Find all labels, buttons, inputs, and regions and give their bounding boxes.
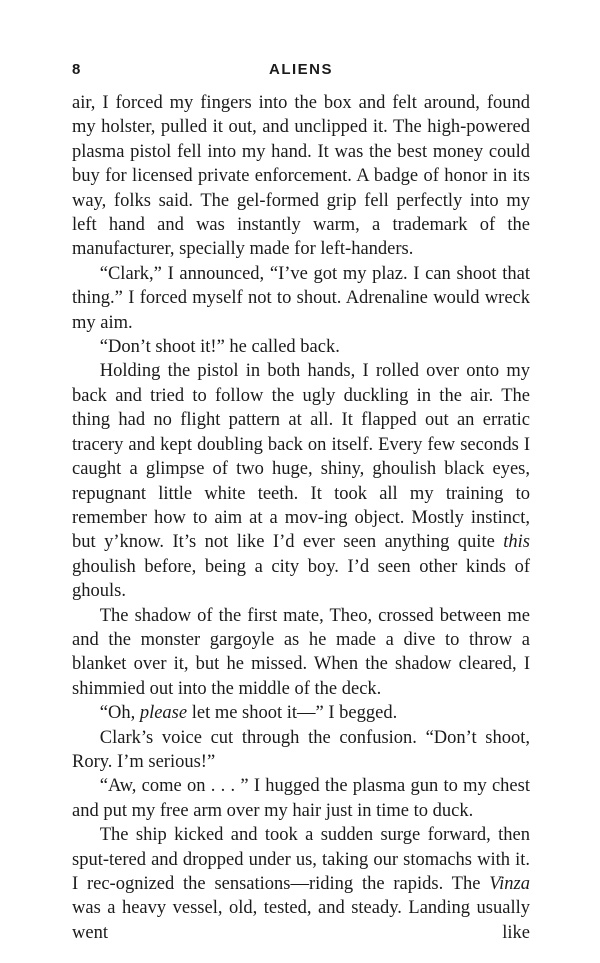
paragraph-text: The shadow of the first mate, Theo, crossed between me and the monster gargoyle as he made a dive to throw a blanket over it, but he missed. When the shadow cleared, I shimmied out into the middle of the deck. — [72, 605, 530, 699]
paragraph-text: “Oh, — [99, 703, 140, 724]
running-head — [72, 61, 530, 83]
paragraph — [72, 359, 530, 603]
paragraph-text: “Aw, come on . . . ” I hugged the plasma gun to my chest and put my free arm over my hair just in time to duck. — [72, 776, 530, 821]
paragraph — [72, 701, 530, 725]
italic-emphasis: please — [139, 703, 188, 724]
paragraph-text: ghoulish before, being a city boy. I’d seen other kinds of ghouls. — [72, 556, 530, 602]
paragraph — [72, 262, 530, 335]
paragraph — [72, 774, 530, 823]
paragraph — [72, 335, 530, 359]
body-text — [72, 91, 530, 945]
italic-emphasis: this — [503, 532, 530, 553]
paragraph-text: let me shoot it—” I begged. — [187, 703, 398, 724]
paragraph — [72, 726, 530, 775]
page-number: 8 — [72, 61, 81, 78]
paragraph — [72, 91, 530, 262]
paragraph-text: “Don’t shoot it!” he called back. — [99, 337, 340, 358]
italic-emphasis: Vinza — [489, 874, 530, 894]
paragraph-text: “Clark,” I announced, “I’ve got my plaz. I can shoot that thing.” I forced myself not to shout. Adrenaline would wreck my aim. — [72, 263, 530, 333]
paragraph-text: The ship kicked and took a sudden surge forward, then sput-tered and dropped under us, taking our stomachs with it. I rec-ognized the sensations—riding the rapids. The — [72, 825, 530, 894]
book-title: ALIENS — [268, 61, 333, 78]
paragraph-text: Clark’s voice cut through the confusion. “Don’t shoot, Rory. I’m serious!” — [72, 727, 530, 772]
paragraph-text: air, I forced my fingers into the box and felt around, found my holster, pulled it out, and unclipped it. The high-powered plasma pistol fell into my hand. It was the best money could buy for licensed private enforcement. A badge of honor in its way, folks said. The gel-formed grip fell perfectly into my left hand and was instantly warm, a trademark of the manufacturer, specially made for left-handers. — [72, 93, 530, 260]
paragraph — [72, 823, 530, 945]
paragraph-text: was a heavy vessel, old, tested, and steady. Landing usually went like — [72, 898, 530, 943]
paragraph-text: Holding the pistol in both hands, I rolled over onto my back and tried to follow the ugly duckling in the air. The thing had no flight pattern at all. It flapped out an erratic tracery and kept doubling back on itself. Every few seconds I caught a glimpse of two huge, shiny, ghoulish black eyes, repugnant little white teeth. It took all my training to remember how to aim at a mov-ing object. Mostly instinct, but y’know. It’s not like I’d ever seen anything quite — [72, 361, 530, 553]
paragraph — [72, 604, 530, 702]
